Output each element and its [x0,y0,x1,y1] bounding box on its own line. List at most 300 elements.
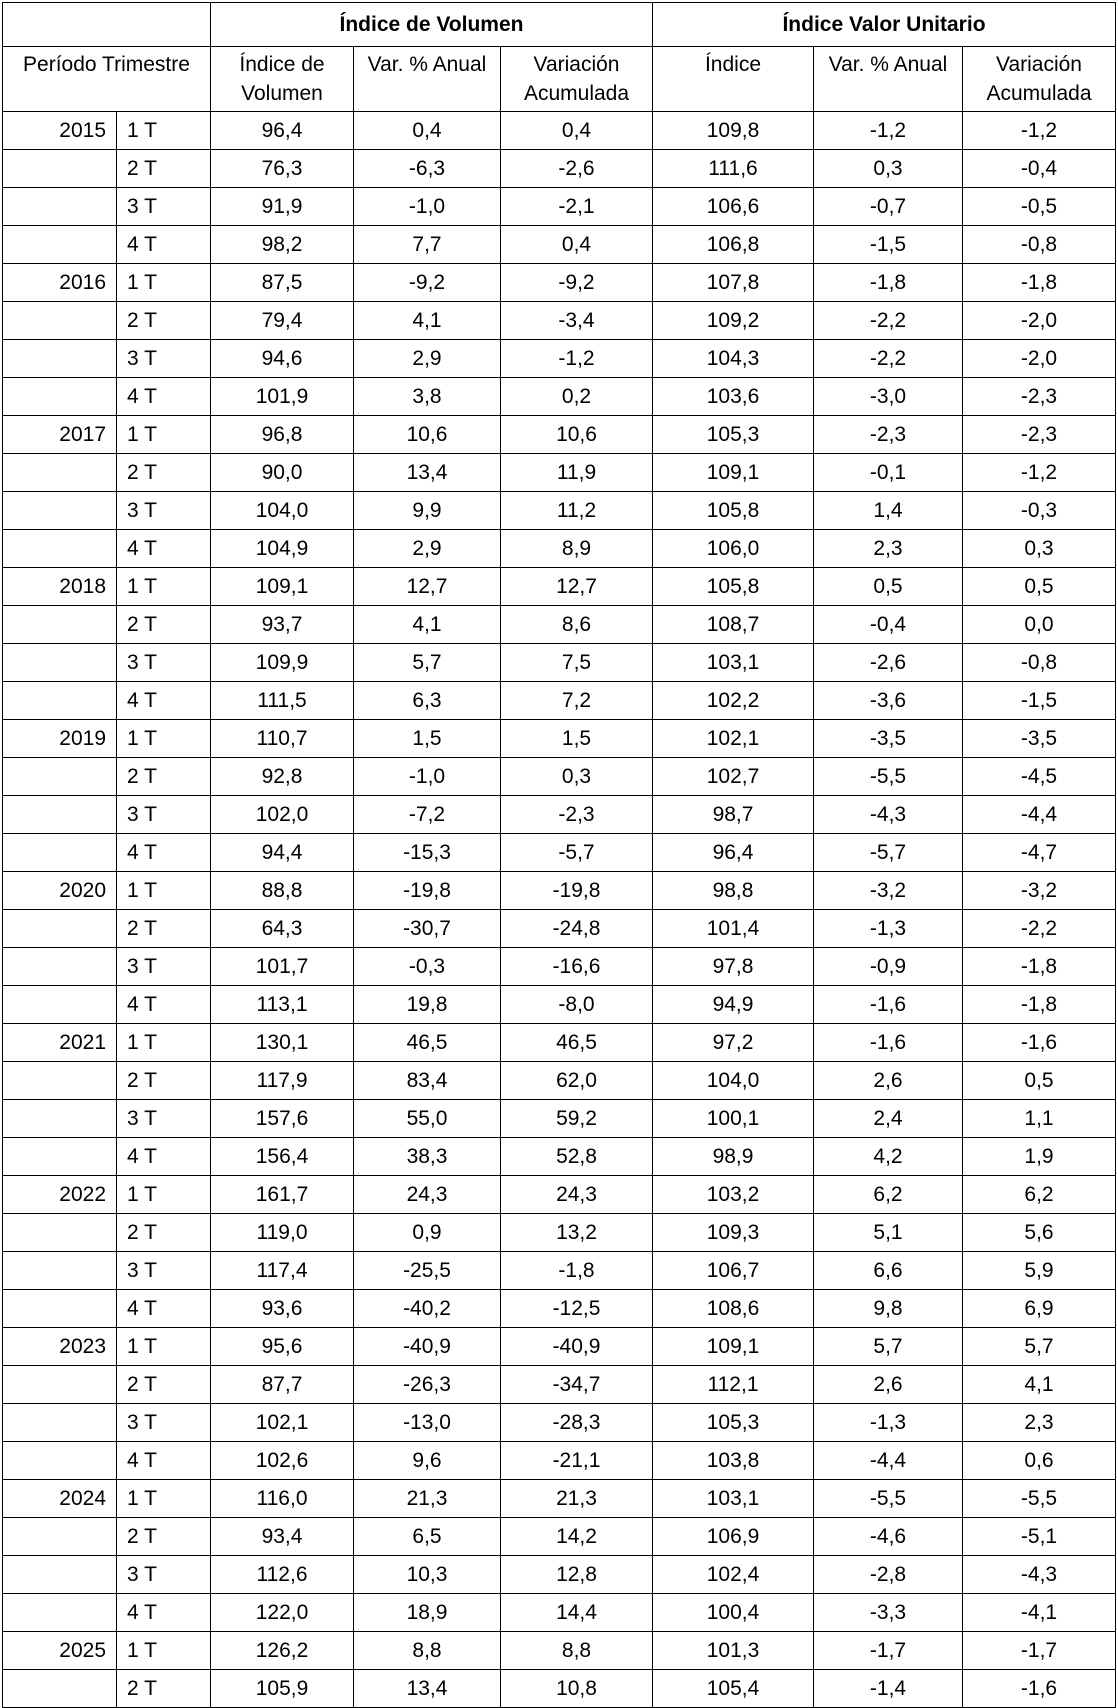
header-periodo: Período Trimestre [3,47,211,112]
table-row [3,1556,1116,1594]
indice-volumen-cell: 87,7 [211,1366,354,1404]
year-cell [3,834,117,872]
quarter-cell: 4 T [117,1290,211,1328]
table-row [3,378,1116,416]
indice-valor-cell: 103,2 [653,1176,814,1214]
indice-valor-cell: 105,3 [653,416,814,454]
var-acumulada-volumen-cell: 62,0 [501,1062,653,1100]
var-acumulada-volumen-cell: -12,5 [501,1290,653,1328]
quarter-cell: 4 T [117,682,211,720]
var-acumulada-valor-cell: -1,5 [963,682,1116,720]
var-anual-valor-cell: -4,4 [814,1442,963,1480]
var-acumulada-volumen-cell: 52,8 [501,1138,653,1176]
year-cell [3,1214,117,1252]
year-cell: 2018 [3,568,117,606]
var-anual-valor-cell: -3,2 [814,872,963,910]
quarter-cell: 3 T [117,492,211,530]
var-anual-valor-cell: -1,5 [814,226,963,264]
indice-valor-cell: 102,1 [653,720,814,758]
var-acumulada-valor-cell: -2,0 [963,302,1116,340]
indice-volumen-cell: 117,9 [211,1062,354,1100]
indice-valor-cell: 107,8 [653,264,814,302]
year-cell [3,986,117,1024]
var-anual-valor-cell: 2,3 [814,530,963,568]
indice-valor-cell: 108,7 [653,606,814,644]
header-col-indice-volumen: Índice de Volumen [211,47,354,112]
indice-valor-cell: 98,8 [653,872,814,910]
header-col-indice-valor: Índice [653,47,814,112]
var-acumulada-valor-cell: 0,6 [963,1442,1116,1480]
var-acumulada-valor-cell: -1,8 [963,264,1116,302]
header-col-var-acumulada-valor: Variación Acumulada [963,47,1116,112]
quarter-cell: 1 T [117,1328,211,1366]
quarter-cell: 4 T [117,1138,211,1176]
table-row [3,568,1116,606]
data-table [2,2,1116,1708]
header-col-var-acumulada-volumen: Variación Acumulada [501,47,653,112]
var-acumulada-volumen-cell: 8,8 [501,1632,653,1670]
year-cell [3,340,117,378]
var-anual-volumen-cell: -25,5 [354,1252,501,1290]
quarter-cell: 2 T [117,1062,211,1100]
table-row [3,1176,1116,1214]
table-row [3,644,1116,682]
indice-valor-cell: 112,1 [653,1366,814,1404]
header-group-unit-value: Índice Valor Unitario [653,3,1116,47]
table-row [3,872,1116,910]
var-anual-valor-cell: -0,4 [814,606,963,644]
var-anual-valor-cell: -1,6 [814,1024,963,1062]
var-anual-volumen-cell: -1,0 [354,758,501,796]
indice-valor-cell: 105,8 [653,568,814,606]
year-cell: 2019 [3,720,117,758]
var-acumulada-valor-cell: -4,4 [963,796,1116,834]
table-row [3,1024,1116,1062]
indice-volumen-cell: 116,0 [211,1480,354,1518]
var-acumulada-volumen-cell: 46,5 [501,1024,653,1062]
var-acumulada-valor-cell: -0,8 [963,644,1116,682]
var-acumulada-volumen-cell: -28,3 [501,1404,653,1442]
year-cell [3,682,117,720]
var-anual-volumen-cell: -0,3 [354,948,501,986]
table-row [3,720,1116,758]
indice-volumen-cell: 90,0 [211,454,354,492]
var-anual-volumen-cell: 7,7 [354,226,501,264]
indice-valor-cell: 102,7 [653,758,814,796]
table-row [3,1328,1116,1366]
var-acumulada-volumen-cell: 12,8 [501,1556,653,1594]
var-acumulada-valor-cell: -0,8 [963,226,1116,264]
header-col-var-anual-volumen: Var. % Anual [354,47,501,112]
quarter-cell: 3 T [117,1404,211,1442]
table-row [3,226,1116,264]
var-acumulada-volumen-cell: -2,6 [501,150,653,188]
var-acumulada-valor-cell: 5,7 [963,1328,1116,1366]
var-anual-valor-cell: -0,7 [814,188,963,226]
year-cell [3,530,117,568]
indice-volumen-cell: 76,3 [211,150,354,188]
var-acumulada-valor-cell: -2,0 [963,340,1116,378]
year-cell [3,1404,117,1442]
var-anual-valor-cell: 2,4 [814,1100,963,1138]
quarter-cell: 3 T [117,1100,211,1138]
year-cell: 2015 [3,112,117,150]
table-row [3,1214,1116,1252]
var-acumulada-valor-cell: -0,5 [963,188,1116,226]
year-cell [3,378,117,416]
var-anual-valor-cell: -1,3 [814,910,963,948]
quarter-cell: 1 T [117,568,211,606]
var-anual-valor-cell: -4,3 [814,796,963,834]
var-acumulada-volumen-cell: 21,3 [501,1480,653,1518]
var-anual-valor-cell: 1,4 [814,492,963,530]
indice-volumen-cell: 126,2 [211,1632,354,1670]
indice-volumen-cell: 109,1 [211,568,354,606]
var-acumulada-volumen-cell: -2,3 [501,796,653,834]
var-acumulada-volumen-cell: 8,6 [501,606,653,644]
quarter-cell: 3 T [117,948,211,986]
var-anual-valor-cell: -5,5 [814,758,963,796]
year-cell [3,1594,117,1632]
quarter-cell: 4 T [117,1442,211,1480]
var-anual-volumen-cell: 0,9 [354,1214,501,1252]
indice-valor-cell: 103,1 [653,1480,814,1518]
var-acumulada-volumen-cell: 14,2 [501,1518,653,1556]
quarter-cell: 4 T [117,530,211,568]
indice-volumen-cell: 101,9 [211,378,354,416]
indice-valor-cell: 109,2 [653,302,814,340]
table-row [3,948,1116,986]
quarter-cell: 2 T [117,1518,211,1556]
table-row [3,758,1116,796]
indice-valor-cell: 100,1 [653,1100,814,1138]
table-row [3,530,1116,568]
indice-valor-cell: 97,2 [653,1024,814,1062]
indice-valor-cell: 104,3 [653,340,814,378]
table-row [3,1290,1116,1328]
table-row [3,264,1116,302]
indice-valor-cell: 96,4 [653,834,814,872]
var-acumulada-valor-cell: 2,3 [963,1404,1116,1442]
quarter-cell: 1 T [117,872,211,910]
year-cell: 2023 [3,1328,117,1366]
year-cell [3,1100,117,1138]
var-anual-valor-cell: 9,8 [814,1290,963,1328]
var-acumulada-valor-cell: -1,2 [963,112,1116,150]
indice-valor-cell: 111,6 [653,150,814,188]
var-acumulada-volumen-cell: 8,9 [501,530,653,568]
indice-volumen-cell: 93,7 [211,606,354,644]
var-anual-volumen-cell: 0,4 [354,112,501,150]
table-row [3,340,1116,378]
table-row [3,1594,1116,1632]
table-row [3,606,1116,644]
quarter-cell: 1 T [117,1024,211,1062]
indice-valor-cell: 98,9 [653,1138,814,1176]
table-row [3,1670,1116,1708]
indice-volumen-cell: 93,4 [211,1518,354,1556]
var-acumulada-valor-cell: 0,5 [963,1062,1116,1100]
year-cell [3,1290,117,1328]
indice-valor-cell: 106,7 [653,1252,814,1290]
var-acumulada-volumen-cell: -8,0 [501,986,653,1024]
var-anual-valor-cell: 0,3 [814,150,963,188]
var-anual-volumen-cell: 21,3 [354,1480,501,1518]
indice-volumen-cell: 93,6 [211,1290,354,1328]
table-row [3,416,1116,454]
indice-volumen-cell: 104,0 [211,492,354,530]
var-acumulada-valor-cell: -2,3 [963,416,1116,454]
quarter-cell: 4 T [117,378,211,416]
var-acumulada-valor-cell: 4,1 [963,1366,1116,1404]
var-acumulada-volumen-cell: -24,8 [501,910,653,948]
quarter-cell: 2 T [117,302,211,340]
var-acumulada-volumen-cell: 59,2 [501,1100,653,1138]
var-anual-valor-cell: -4,6 [814,1518,963,1556]
var-anual-volumen-cell: -1,0 [354,188,501,226]
table-row [3,302,1116,340]
var-anual-valor-cell: -1,7 [814,1632,963,1670]
indice-valor-cell: 97,8 [653,948,814,986]
header-col-var-anual-valor: Var. % Anual [814,47,963,112]
year-cell [3,454,117,492]
var-anual-valor-cell: -2,2 [814,302,963,340]
var-anual-valor-cell: -2,2 [814,340,963,378]
indice-valor-cell: 98,7 [653,796,814,834]
year-cell: 2016 [3,264,117,302]
var-anual-volumen-cell: 10,6 [354,416,501,454]
var-acumulada-valor-cell: -5,5 [963,1480,1116,1518]
quarter-cell: 4 T [117,986,211,1024]
year-cell [3,1252,117,1290]
var-acumulada-volumen-cell: 24,3 [501,1176,653,1214]
var-anual-volumen-cell: 2,9 [354,340,501,378]
year-cell [3,188,117,226]
var-anual-valor-cell: 6,6 [814,1252,963,1290]
var-acumulada-volumen-cell: -34,7 [501,1366,653,1404]
var-acumulada-valor-cell: -0,3 [963,492,1116,530]
year-cell [3,644,117,682]
indice-volumen-cell: 95,6 [211,1328,354,1366]
var-acumulada-volumen-cell: -3,4 [501,302,653,340]
indice-volumen-cell: 102,0 [211,796,354,834]
var-anual-volumen-cell: 38,3 [354,1138,501,1176]
var-anual-volumen-cell: 4,1 [354,606,501,644]
var-acumulada-volumen-cell: 10,8 [501,1670,653,1708]
var-anual-valor-cell: -1,3 [814,1404,963,1442]
indice-volumen-cell: 94,6 [211,340,354,378]
var-acumulada-volumen-cell: 11,2 [501,492,653,530]
var-acumulada-valor-cell: -5,1 [963,1518,1116,1556]
quarter-cell: 1 T [117,264,211,302]
var-anual-valor-cell: -2,3 [814,416,963,454]
var-anual-volumen-cell: -26,3 [354,1366,501,1404]
var-acumulada-valor-cell: -3,5 [963,720,1116,758]
year-cell: 2025 [3,1632,117,1670]
quarter-cell: 3 T [117,644,211,682]
indice-valor-cell: 104,0 [653,1062,814,1100]
indice-volumen-cell: 94,4 [211,834,354,872]
var-anual-valor-cell: -3,0 [814,378,963,416]
indice-valor-cell: 106,9 [653,1518,814,1556]
year-cell [3,1062,117,1100]
var-anual-valor-cell: -1,6 [814,986,963,1024]
quarter-cell: 2 T [117,1670,211,1708]
indice-volumen-cell: 119,0 [211,1214,354,1252]
indice-volumen-cell: 113,1 [211,986,354,1024]
var-acumulada-volumen-cell: -1,2 [501,340,653,378]
var-anual-valor-cell: -3,3 [814,1594,963,1632]
table-row [3,1404,1116,1442]
header-columns-row [3,47,1116,112]
table-row [3,492,1116,530]
var-anual-volumen-cell: 8,8 [354,1632,501,1670]
table-row [3,986,1116,1024]
var-acumulada-volumen-cell: -5,7 [501,834,653,872]
indice-volumen-cell: 109,9 [211,644,354,682]
var-anual-volumen-cell: 10,3 [354,1556,501,1594]
indice-valor-cell: 106,8 [653,226,814,264]
var-anual-valor-cell: 5,7 [814,1328,963,1366]
var-acumulada-volumen-cell: -19,8 [501,872,653,910]
indice-volumen-cell: 111,5 [211,682,354,720]
var-acumulada-volumen-cell: 7,2 [501,682,653,720]
indice-volumen-cell: 101,7 [211,948,354,986]
var-anual-volumen-cell: 55,0 [354,1100,501,1138]
indice-volumen-cell: 102,6 [211,1442,354,1480]
var-anual-valor-cell: -1,4 [814,1670,963,1708]
quarter-cell: 1 T [117,1632,211,1670]
indice-volumen-cell: 112,6 [211,1556,354,1594]
var-anual-volumen-cell: 46,5 [354,1024,501,1062]
table-row [3,1062,1116,1100]
quarter-cell: 2 T [117,606,211,644]
table-row [3,1632,1116,1670]
var-acumulada-valor-cell: -1,7 [963,1632,1116,1670]
indice-valor-cell: 106,0 [653,530,814,568]
var-acumulada-valor-cell: 5,6 [963,1214,1116,1252]
var-acumulada-volumen-cell: 0,4 [501,112,653,150]
indice-valor-cell: 103,8 [653,1442,814,1480]
indice-volumen-cell: 157,6 [211,1100,354,1138]
year-cell: 2017 [3,416,117,454]
year-cell [3,226,117,264]
var-anual-valor-cell: -0,9 [814,948,963,986]
var-anual-valor-cell: -2,6 [814,644,963,682]
var-acumulada-volumen-cell: -40,9 [501,1328,653,1366]
quarter-cell: 2 T [117,150,211,188]
table-row [3,834,1116,872]
indice-volumen-cell: 105,9 [211,1670,354,1708]
indice-volumen-cell: 117,4 [211,1252,354,1290]
var-anual-volumen-cell: 6,5 [354,1518,501,1556]
table-row [3,1252,1116,1290]
var-acumulada-valor-cell: 0,3 [963,530,1116,568]
var-anual-valor-cell: -5,7 [814,834,963,872]
var-acumulada-valor-cell: 1,9 [963,1138,1116,1176]
var-acumulada-valor-cell: -4,3 [963,1556,1116,1594]
quarter-cell: 1 T [117,112,211,150]
quarter-cell: 3 T [117,340,211,378]
var-acumulada-valor-cell: 0,5 [963,568,1116,606]
var-anual-valor-cell: -1,2 [814,112,963,150]
quarter-cell: 3 T [117,796,211,834]
quarter-cell: 1 T [117,1480,211,1518]
var-acumulada-volumen-cell: 7,5 [501,644,653,682]
var-acumulada-valor-cell: 6,9 [963,1290,1116,1328]
indice-volumen-cell: 96,4 [211,112,354,150]
var-acumulada-volumen-cell: -2,1 [501,188,653,226]
var-anual-volumen-cell: 19,8 [354,986,501,1024]
var-acumulada-volumen-cell: -1,8 [501,1252,653,1290]
indice-volumen-cell: 91,9 [211,188,354,226]
indice-valor-cell: 102,2 [653,682,814,720]
var-acumulada-valor-cell: -1,8 [963,986,1116,1024]
indice-valor-cell: 108,6 [653,1290,814,1328]
var-anual-valor-cell: -0,1 [814,454,963,492]
indice-valor-cell: 105,3 [653,1404,814,1442]
header-blank-cell [3,3,211,47]
quarter-cell: 4 T [117,226,211,264]
var-anual-volumen-cell: 1,5 [354,720,501,758]
var-anual-volumen-cell: 4,1 [354,302,501,340]
quarter-cell: 1 T [117,1176,211,1214]
var-acumulada-valor-cell: -1,6 [963,1024,1116,1062]
var-anual-volumen-cell: 2,9 [354,530,501,568]
year-cell [3,948,117,986]
year-cell: 2022 [3,1176,117,1214]
year-cell [3,150,117,188]
indice-valor-cell: 109,3 [653,1214,814,1252]
var-acumulada-valor-cell: -4,7 [963,834,1116,872]
var-acumulada-volumen-cell: -9,2 [501,264,653,302]
var-acumulada-volumen-cell: -21,1 [501,1442,653,1480]
var-acumulada-volumen-cell: -16,6 [501,948,653,986]
var-anual-valor-cell: 2,6 [814,1062,963,1100]
indice-volumen-cell: 79,4 [211,302,354,340]
indice-valor-cell: 109,1 [653,454,814,492]
table-row [3,682,1116,720]
year-cell: 2024 [3,1480,117,1518]
indice-valor-cell: 105,8 [653,492,814,530]
indice-valor-cell: 109,1 [653,1328,814,1366]
var-anual-valor-cell: -3,6 [814,682,963,720]
table-row [3,796,1116,834]
var-acumulada-valor-cell: -0,4 [963,150,1116,188]
table-row [3,188,1116,226]
var-acumulada-volumen-cell: 0,4 [501,226,653,264]
indice-volumen-cell: 88,8 [211,872,354,910]
var-acumulada-volumen-cell: 0,3 [501,758,653,796]
header-group-row [3,3,1116,47]
year-cell [3,758,117,796]
var-anual-volumen-cell: 24,3 [354,1176,501,1214]
year-cell: 2020 [3,872,117,910]
var-anual-valor-cell: 5,1 [814,1214,963,1252]
indice-valor-cell: 109,8 [653,112,814,150]
var-acumulada-volumen-cell: 12,7 [501,568,653,606]
year-cell [3,1138,117,1176]
year-cell [3,492,117,530]
year-cell [3,606,117,644]
var-acumulada-valor-cell: -4,5 [963,758,1116,796]
var-acumulada-valor-cell: -1,8 [963,948,1116,986]
var-anual-volumen-cell: 9,6 [354,1442,501,1480]
var-acumulada-volumen-cell: 0,2 [501,378,653,416]
var-anual-valor-cell: 2,6 [814,1366,963,1404]
indice-valor-cell: 103,1 [653,644,814,682]
indice-volumen-cell: 64,3 [211,910,354,948]
